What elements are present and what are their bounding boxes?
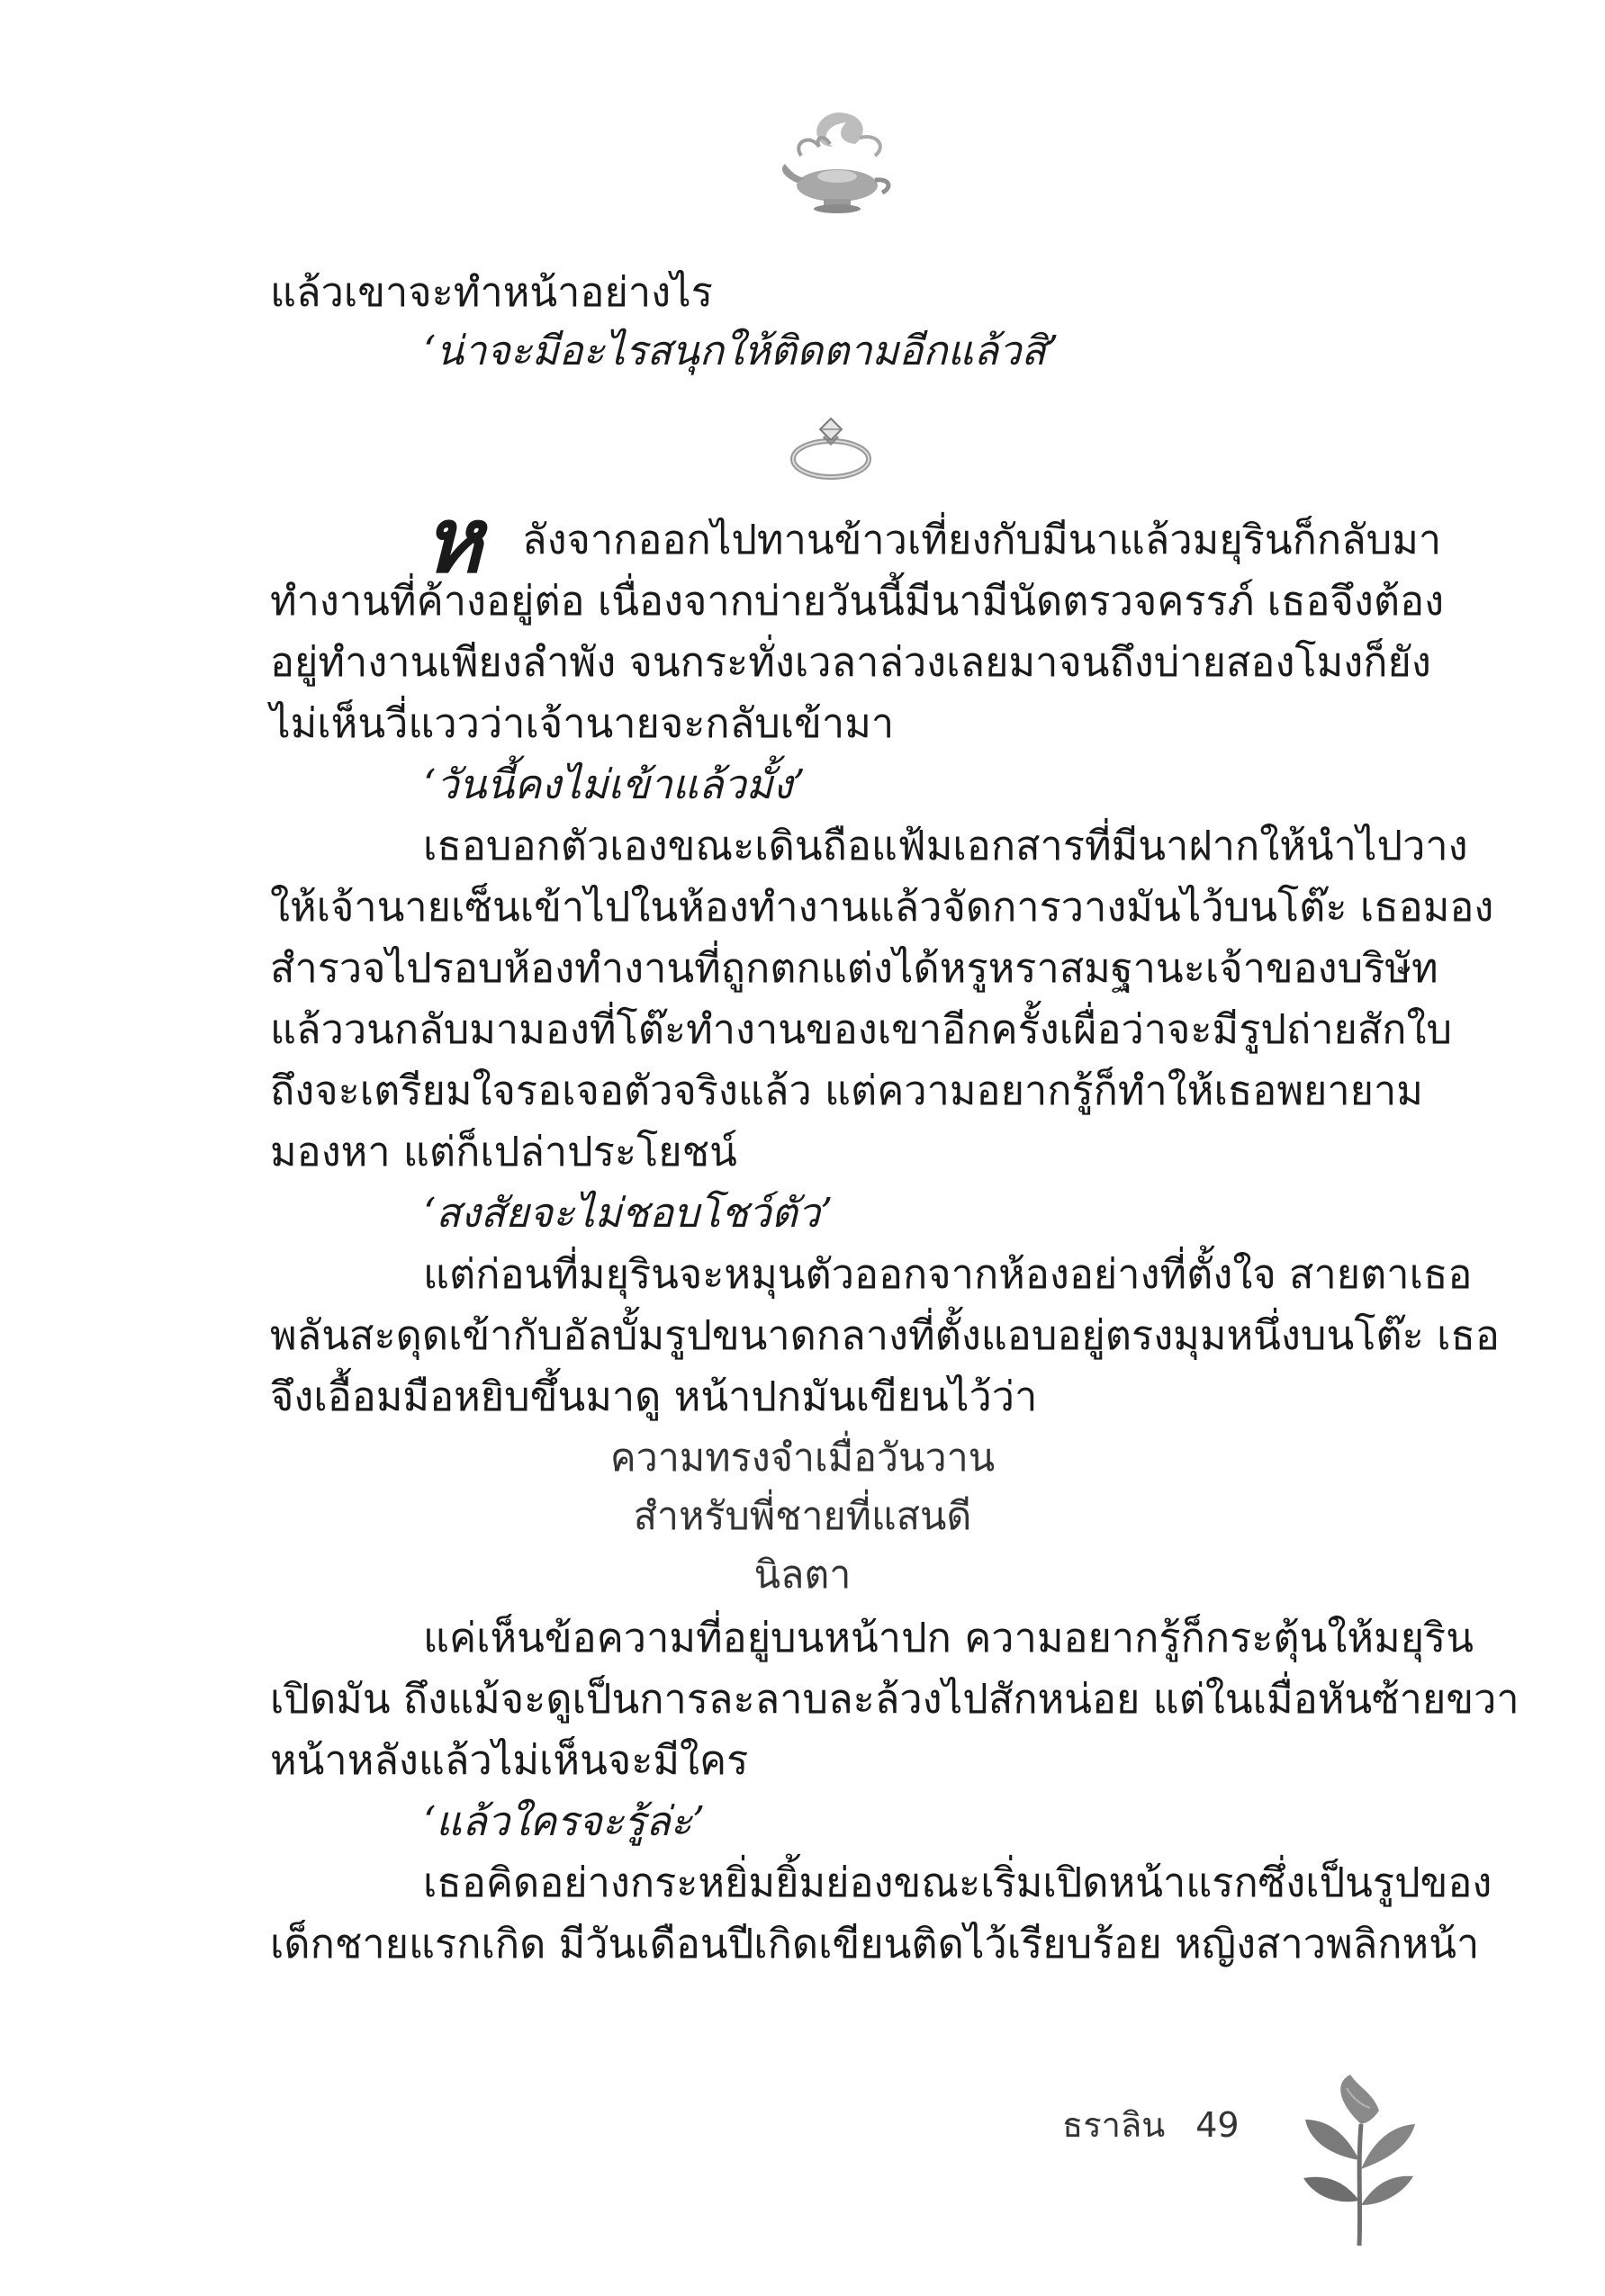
paragraph-2-line-4: แล้ววนกลับมามองที่โต๊ะทำงานของเขาอีกครั้งเผื่อว่าจะมีรูปถ่ายสักใบ (270, 1005, 1453, 1053)
paragraph-2-line-1: เธอบอกตัวเองขณะเดินถือแฟ้มเอกสารที่มีนาฝากให้นำไปวาง (423, 822, 1468, 869)
author-name: ธราลิน (1062, 2105, 1166, 2145)
album-cover-line-1: ความทรงจำเมื่อวันวาน (609, 1436, 996, 1481)
italic-thought-2: ‘วันนี้คงไม่เข้าแล้วมั้ง’ (423, 761, 806, 808)
genie-lamp-icon (774, 106, 900, 223)
text-line-1: แล้วเขาจะทำหน้าอย่างไร (270, 268, 713, 316)
paragraph-1-line-4: ไม่เห็นวี่แววว่าเจ้านายจะกลับเข้ามา (270, 699, 895, 747)
paragraph-1-line-1: ลังจากออกไปทานข้าวเที่ยงกับมีนาแล้วมยุรินก็กลับมา (522, 516, 1442, 563)
flower-leaf-icon (1296, 2070, 1422, 2250)
italic-thought-3: ‘สงสัยจะไม่ชอบโชว์ตัว’ (423, 1189, 834, 1237)
paragraph-3-line-1: แต่ก่อนที่มยุรินจะหมุนตัวออกจากห้องอย่างที่ตั้งใจ สายตาเธอ (423, 1250, 1473, 1298)
drop-cap: ห (423, 487, 482, 593)
page-footer (1062, 2097, 1270, 2152)
album-cover-line-2: สำหรับพี่ชายที่แสนดี (633, 1494, 972, 1539)
diamond-ring-icon (779, 410, 887, 486)
paragraph-4-line-1: แค่เห็นข้อความที่อยู่บนหน้าปก ความอยากรู้ก็กระตุ้นให้มยุริน (423, 1614, 1474, 1661)
paragraph-4-line-3: หน้าหลังแล้วไม่เห็นจะมีใคร (270, 1736, 749, 1784)
paragraph-5-line-1: เธอคิดอย่างกระหยิ่มยิ้มย่องขณะเริ่มเปิดหน้าแรกซึ่งเป็นรูปของ (423, 1859, 1492, 1906)
paragraph-1-line-2: ทำงานที่ค้างอยู่ต่อ เนื่องจากบ่ายวันนี้มีนามีนัดตรวจครรภ์ เธอจึงต้อง (270, 577, 1445, 625)
paragraph-2-line-2: ให้เจ้านายเซ็นเข้าไปในห้องทำงานแล้วจัดการวางมันไว้บนโต๊ะ เธอมอง (270, 883, 1494, 931)
paragraph-2-line-5: ถึงจะเตรียมใจรอเจอตัวจริงแล้ว แต่ความอยากรู้ก็ทำให้เธอพยายาม (270, 1067, 1423, 1114)
paragraph-2-line-3: สำรวจไปรอบห้องทำงานที่ถูกตกแต่งได้หรูหราสมฐานะเจ้าของบริษัท (270, 944, 1438, 992)
album-cover-signature: นิลตา (753, 1553, 852, 1598)
paragraph-3-line-2: พลันสะดุดเข้ากับอัลบั้มรูปขนาดกลางที่ตั้งแอบอยู่ตรงมุมหนึ่งบนโต๊ะ เธอ (270, 1311, 1500, 1359)
paragraph-2-line-6: มองหา แต่ก็เปล่าประโยชน์ (270, 1128, 737, 1175)
paragraph-5-line-2: เด็กชายแรกเกิด มีวันเดือนปีเกิดเขียนติดไว้เรียบร้อย หญิงสาวพลิกหน้า (270, 1920, 1480, 1967)
paragraph-4-line-2: เปิดมัน ถึงแม้จะดูเป็นการละลาบละล้วงไปสักหน่อย แต่ในเมื่อหันซ้ายขวา (270, 1675, 1519, 1723)
paragraph-3-line-3: จึงเอื้อมมือหยิบขึ้นมาดู หน้าปกมันเขียนไว้ว่า (270, 1373, 1038, 1420)
italic-thought-1: ‘น่าจะมีอะไรสนุกให้ติดตามอีกแล้วสิ’ (423, 327, 1059, 374)
page-number: 49 (1195, 2105, 1240, 2145)
paragraph-1-line-3: อยู่ทำงานเพียงลำพัง จนกระทั่งเวลาล่วงเลยมาจนถึงบ่ายสองโมงก็ยัง (270, 638, 1431, 686)
italic-thought-4: ‘แล้วใครจะรู้ล่ะ’ (423, 1797, 706, 1845)
